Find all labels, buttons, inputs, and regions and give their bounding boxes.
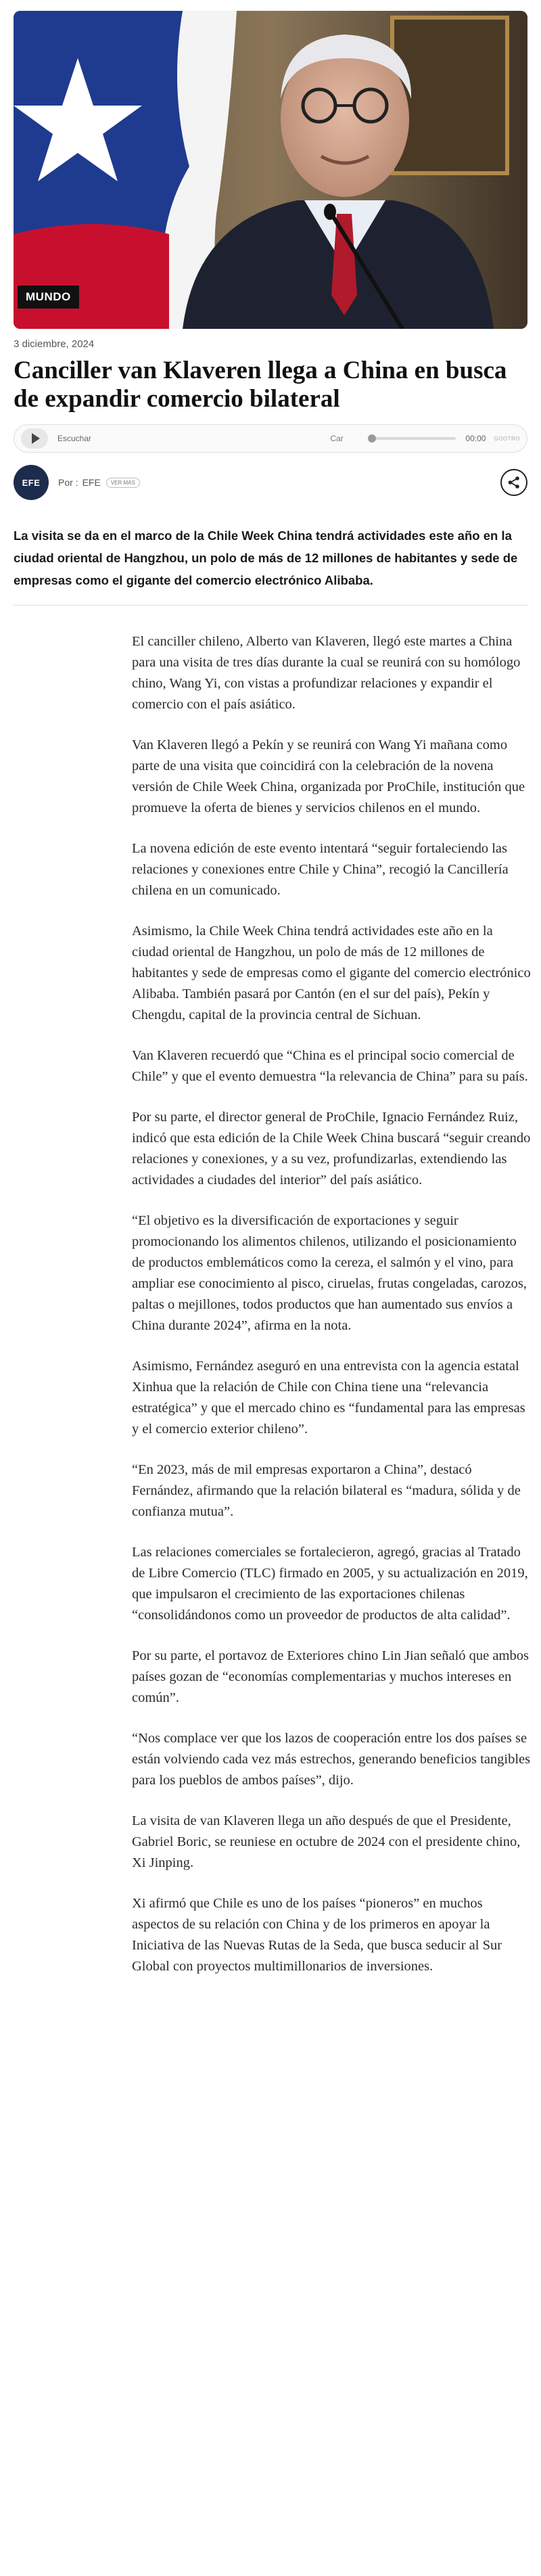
byline-prefix: Por : [58, 477, 78, 488]
body-paragraph: “En 2023, más de mil empresas exportaron a China”, destacó Fernández, afirmando que la relación bilateral es “madura, sólida y de confianza mutua”. [132, 1462, 521, 1519]
agency-logo-text: EFE [22, 477, 41, 488]
byline-author[interactable]: EFE [82, 477, 101, 488]
section-tag[interactable]: MUNDO [18, 286, 79, 309]
audio-player [14, 424, 527, 453]
body-paragraph: Van Klaveren recuerdó que “China es el principal socio comercial de Chile” y que el evento demuestra “la relevancia de China” para su país. [132, 1048, 528, 1084]
player-brand: GOOTRO [494, 435, 520, 442]
listen-label: Escuchar [57, 434, 92, 443]
body-paragraph: Las relaciones comerciales se fortalecieron, agregó, gracias al Tratado de Libre Comercio (TLC) firmado en 2005, y su actualización en 2019, que impulsaron el crecimiento de las exportaciones chilenas “consolidándonos como un proveedor de productos de alta calidad”. [132, 1545, 528, 1623]
body-paragraph: Asimismo, la Chile Week China tendrá actividades este año en la ciudad oriental de Hangzhou, un polo de más de 12 millones de habitantes y sede de empresas como el gigante del comercio electrónico Alibaba. También pasará por Cantón (en el sur del país), Pekín y Chengdu, capital de la provincia central de Sichuan. [132, 924, 531, 1022]
article-body [132, 631, 531, 1977]
agency-logo [14, 465, 49, 500]
body-paragraph: Por su parte, el portavoz de Exteriores chino Lin Jian señaló que ambos países gozan de “economías complementarias y muchos intereses en común”. [132, 1648, 529, 1705]
share-button[interactable] [500, 469, 527, 496]
see-more-button[interactable]: VER MÁS [106, 478, 140, 488]
share-icon [507, 476, 521, 489]
article-page [0, 11, 541, 1977]
play-button[interactable] [21, 428, 48, 449]
time-readout: 00:00 [465, 434, 486, 443]
body-paragraph: Asimismo, Fernández aseguró en una entrevista con la agencia estatal Xinhua que la relación de Chile con China tiene una “relevancia estratégica” y que el mercado chino es “fundamental para las empresas y el comercio exterior chileno”. [132, 1359, 525, 1437]
car-label: Car [330, 434, 344, 443]
body-paragraph: El canciller chileno, Alberto van Klaveren, llegó este martes a China para una visita de tres días durante la cual se reunirá con su homólogo chino, Wang Yi, con vistas a profundizar relaciones y expandir el comercio con el país asiático. [132, 634, 521, 712]
body-paragraph: Van Klaveren llegó a Pekín y se reunirá con Wang Yi mañana como parte de una visita que coincidirá con la celebración de la novena versión de Chile Week China, organizada por ProChile, institución que promueve la oferta de bienes y servicios chilenos en el mundo. [132, 738, 525, 815]
body-paragraph: Xi afirmó que Chile es uno de los países “pioneros” en muchos aspectos de su relación con China y de los primeros en apoyar la Iniciativa de las Nuevas Rutas de la Seda, que busca seducir al Sur Global con proyectos multimillonarios de inversiones. [132, 1896, 502, 1974]
body-paragraph: La visita de van Klaveren llega un año después de que el Presidente, Gabriel Boric, se reuniese en octubre de 2024 con el presidente chino, Xi Jinping. [132, 1813, 521, 1870]
article-lead: La visita se da en el marco de la Chile Week China tendrá actividades este año en la ciudad oriental de Hangzhou, un polo de más de 12 millones de habitantes y sede de empresas como el gigante del comercio electrónico Alibaba. [14, 528, 518, 587]
article-headline: Canciller van Klaveren llega a China en busca de expandir comercio bilateral [14, 357, 507, 413]
hero-image [14, 11, 527, 329]
byline [14, 465, 527, 500]
body-paragraph: “El objetivo es la diversificación de exportaciones y seguir promocionando los alimentos chilenos, utilizando el posicionamiento de productos emblemáticos como la cereza, el salmón y el vino, para ampliar ese conocimiento al pisco, ciruelas, frutas congeladas, carozos, paltas o mejillones, todos productos que han aumentado sus envíos a China durante 2024”, afirma en la nota. [132, 1213, 527, 1333]
publish-date: 3 diciembre, 2024 [14, 338, 95, 350]
divider [14, 605, 527, 606]
progress-knob[interactable] [368, 434, 376, 443]
body-paragraph: La novena edición de este evento intentará “seguir fortaleciendo las relaciones y conexiones entre Chile y China”, recogió la Cancillería chilena en un comunicado. [132, 841, 509, 898]
progress-slider[interactable] [368, 437, 456, 440]
body-paragraph: “Nos complace ver que los lazos de cooperación entre los dos países se están volviendo cada vez más estrechos, generando beneficios tangibles para los pueblos de ambos países”, dijo. [132, 1731, 531, 1788]
hero-photo [14, 11, 527, 329]
play-icon [32, 433, 40, 444]
body-paragraph: Por su parte, el director general de ProChile, Ignacio Fernández Ruiz, indicó que esta edición de la Chile Week China buscará “seguir creando relaciones y conexiones, y a su vez, profundizarlas, extendiendo las actividades a ciudades del interior” del país asiático. [132, 1110, 531, 1188]
